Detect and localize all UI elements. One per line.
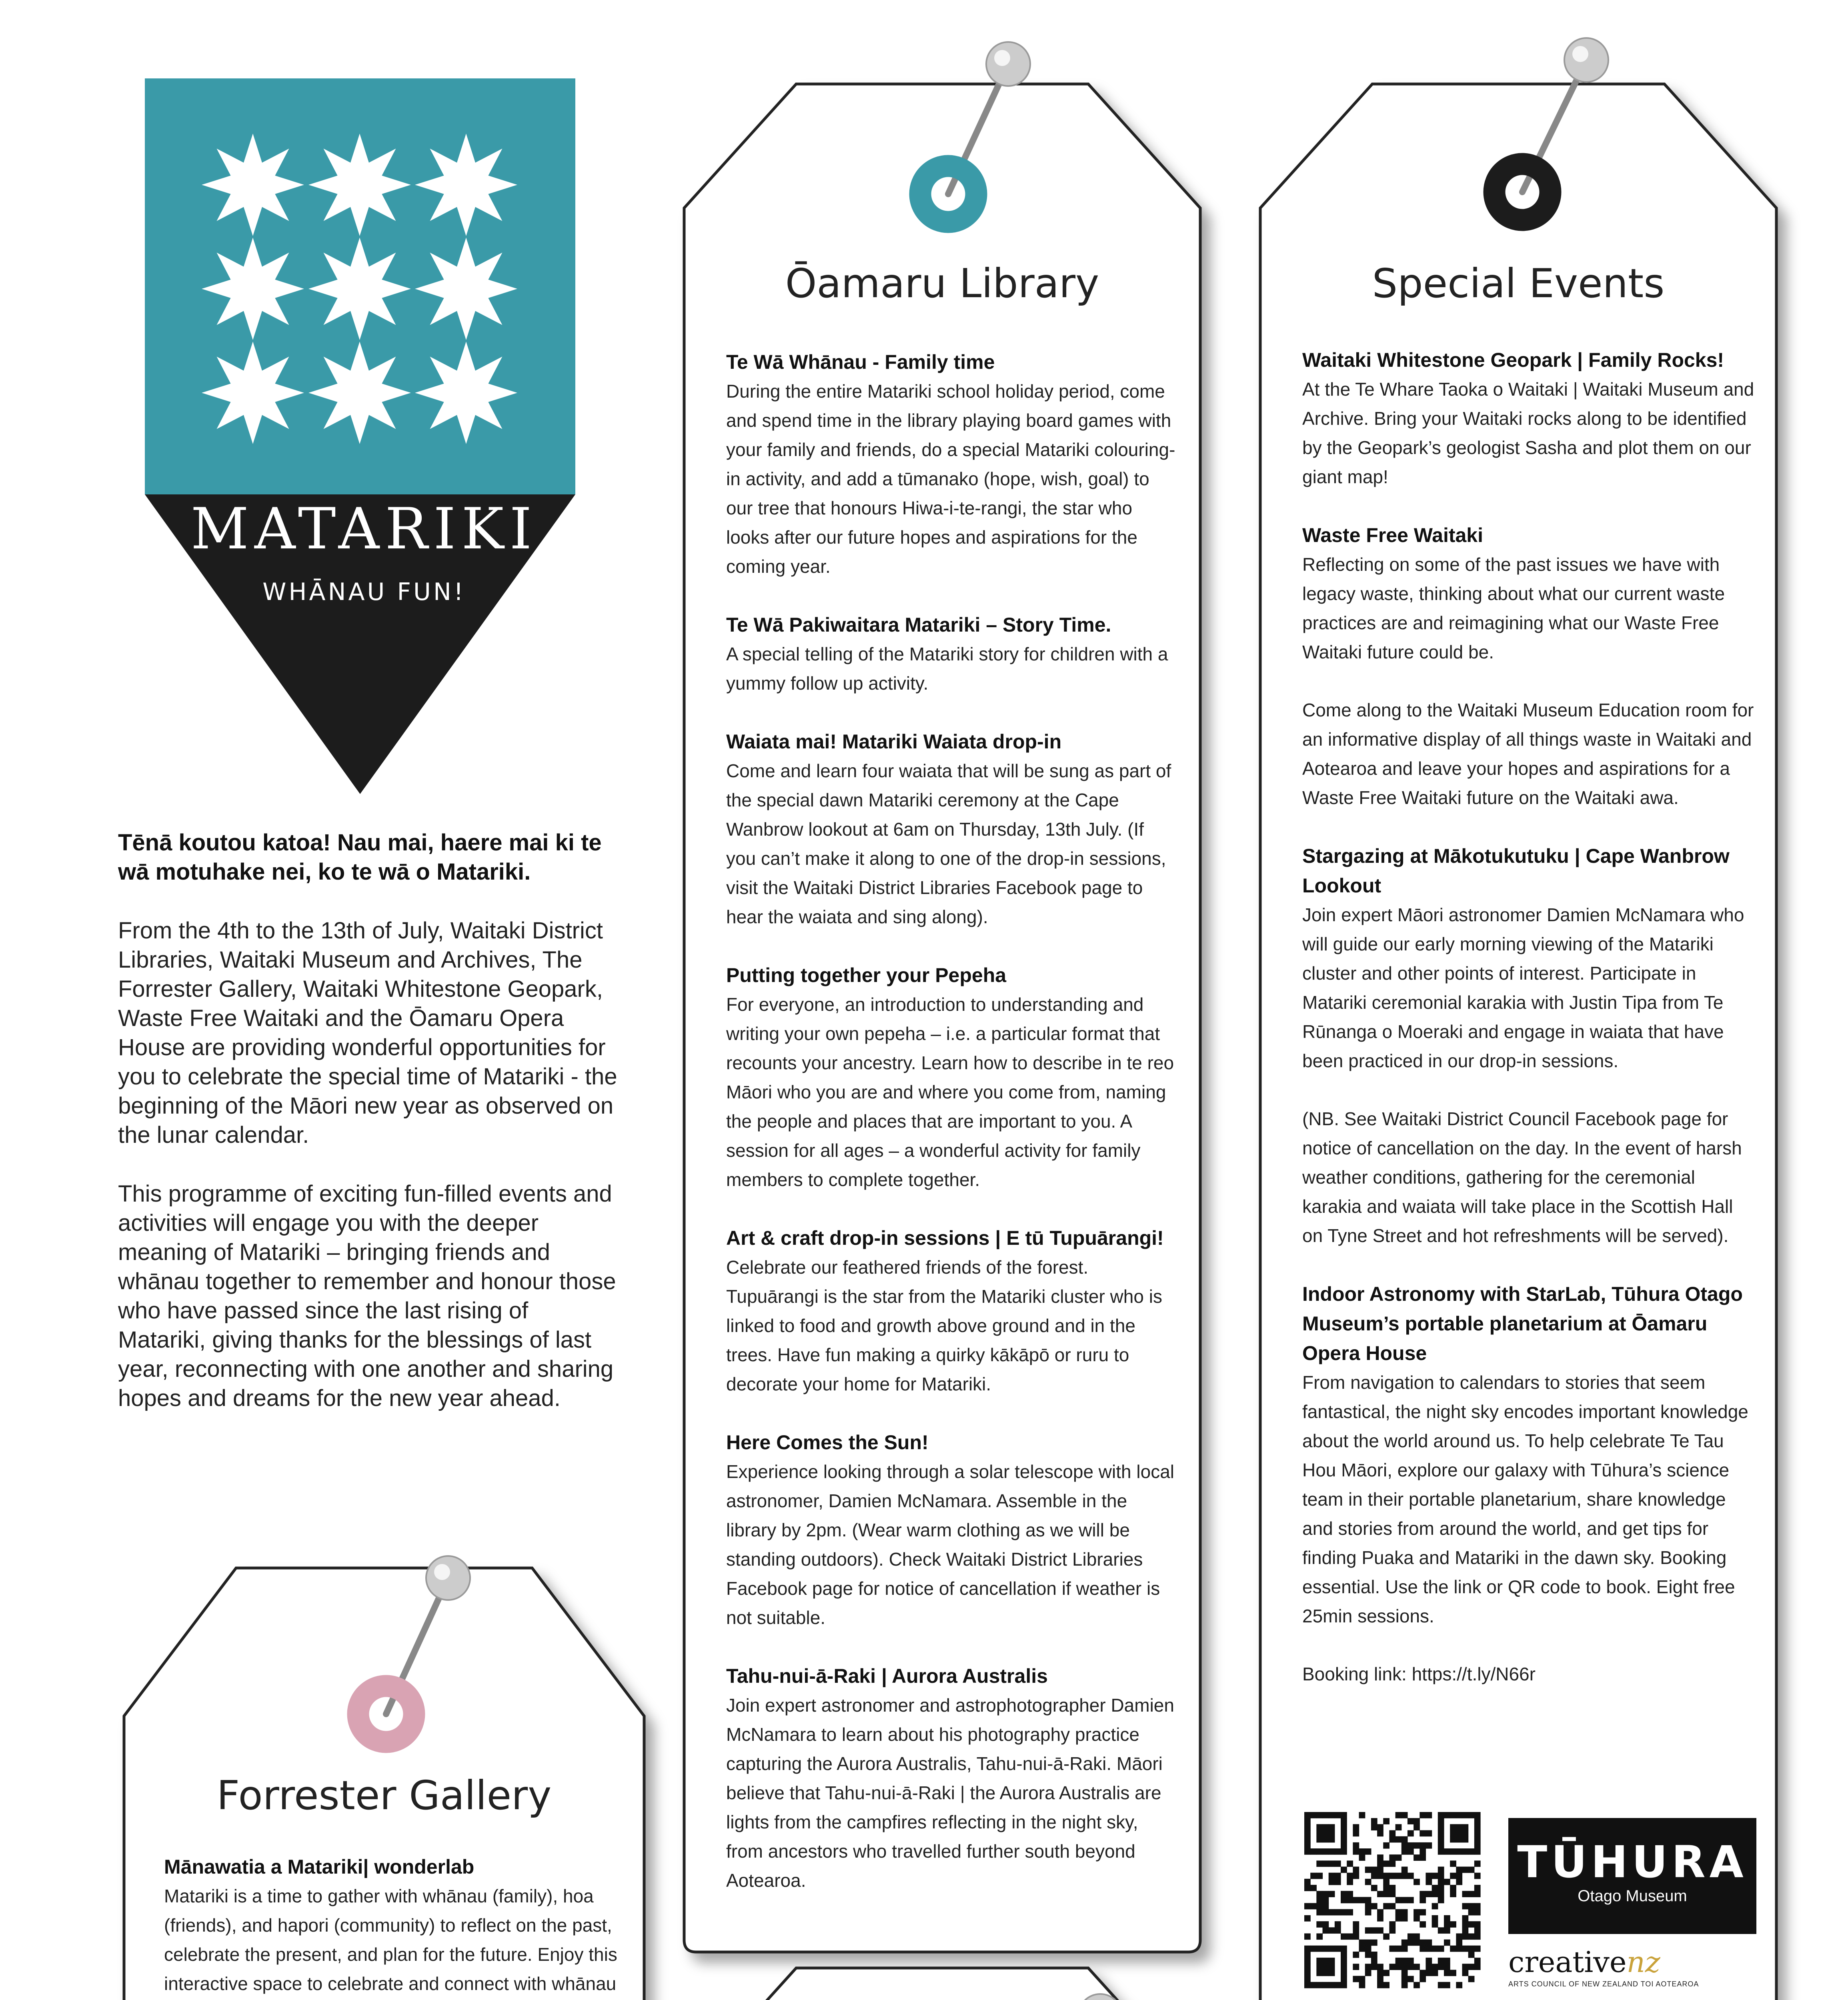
forrester-title: Forrester Gallery <box>216 1772 552 1819</box>
special-item: Come along to the Waitaki Museum Education room for an informative display of all things waste in Waitaki and Aotearoa and leave your hopes and aspirations for a Waste Free Waitaki future on the Waitaki awa. <box>1302 700 1754 808</box>
special-item: Waitaki Whitestone Geopark | Family Rocks! At the Te Whare Taoka o Waitaki | Waitaki Museum and Archive. Bring your Waitaki rocks along to be identified by the Geopark’s geologist Sasha and plot them on our giant map! <box>1302 349 1754 487</box>
library-item: Art & craft drop-in sessions | E tū Tupuārangi! Celebrate our feathered friends of the forest. Tupuārangi is the star from the Matariki cluster who is linked to food and growth above ground and in the trees. Have fun making a quirky kākāpō or ruru to decorate your home for Matariki. <box>726 1227 1164 1394</box>
special-item: Waste Free Waitaki Reflecting on some of the past issues we have with legacy waste, thinking about what our current waste practices are and reimagining what our Waste Free Waitaki future could be. <box>1302 524 1725 662</box>
library-item: Te Wā Whānau - Family time During the entire Matariki school holiday period, come and spend time in the library playing board games with your family and friends, do a special Matariki colouring-in activity, and add a tūmanako (hope, wish, goal) to our tree that honours Hiwa-i-te-rangi, the star who looks after our future hopes and aspirations for the coming year. <box>726 351 1175 577</box>
library-item: Te Wā Pakiwaitara Matariki – Story Time. A special telling of the Matariki story for children with a yummy follow up activity. <box>726 614 1168 694</box>
special-events-title: Special Events <box>1372 260 1665 307</box>
intro-paragraph-1: From the 4th to the 13th of July, Waitaki District Libraries, Waitaki Museum and Archives, The Forrester Gallery, Waitaki Whitestone Geopark, Waste Free Waitaki and the Ōamaru Opera House are providing wonderful opportunities for you to celebrate the special time of Matariki - the beginning of the Māori new year as observed on the lunar calendar. <box>118 918 617 1148</box>
creative-nz-logo: creativenz ARTS COUNCIL OF NEW ZEALAND TOI AOTEAROA <box>1508 1945 1699 1988</box>
forrester-item: Mānawatia a Matariki| wonderlab Matariki is a time to gather with whānau (family), hoa (friends), and hapori (community) to reflect on the past, celebrate the present, and plan for the future. Enjoy this interactive space to celebrate and connect with whānau <box>164 1856 617 1994</box>
library-item: Waiata mai! Matariki Waiata drop-in Come and learn four waiata that will be sung as part of the special dawn Matariki ceremony at the Cape Wanbrow lookout at 6am on Thursday, 13th July. (If you can’t make it along to one of the drop-in sessions, visit the Waitaki District Libraries Facebook page to hear the waiata and sing along). <box>726 730 1171 927</box>
logo-title: MATARIKI <box>190 496 538 562</box>
library-item: Tahu-nui-ā-Raki | Aurora Australis Join expert astronomer and astrophotographer Damien McNamara to learn about his photography practice capturing the Aurora Australis, Tahu-nui-ā-Raki. Māori believe that Tahu-nui-ā-Raki | the Aurora Australis are lights from the campfires reflecting in the night sky, from ancestors who travelled further south beyond Aotearoa. <box>726 1665 1174 1891</box>
booking-link[interactable]: Booking link: https://t.ly/N66r <box>1302 1664 1536 1684</box>
tuhura-logo: TŪHURA Otago Museum <box>1508 1818 1756 1934</box>
intro-lead: Tēnā koutou katoa! Nau mai, haere mai ki te wā motuhake nei, ko te wā o Matariki. <box>118 830 602 885</box>
special-item: Stargazing at Mākotukutuku | Cape Wanbrow Lookout Join expert Māori astronomer Damien McNamara who will guide our early morning viewing of the Matariki cluster and other points of interest. Participate in Matariki ceremonial karakia with Justin Tipa from Te Rūnanga o Moeraki and engage in waiata that have been practiced in our drop-in sessions. <box>1302 845 1744 1071</box>
library-title: Ōamaru Library <box>785 260 1099 307</box>
special-item: (NB. See Waitaki District Council Facebook page for notice of cancellation on the day. In the event of harsh weather conditions, gathering for the ceremonial karakia and waiata will take place in the Scottish Hall on Tyne Street and hot refreshments will be served). <box>1302 1108 1742 1246</box>
library-item: Here Comes the Sun! Experience looking through a solar telescope with local astronomer, Damien McNamara. Assemble in the library by 2pm. (Wear warm clothing as we will be standing outdoors). Check Waitaki District Libraries Facebook page for notice of cancellation if weather is not suitable. <box>726 1431 1174 1628</box>
library-item: Putting together your Pepeha For everyone, an introduction to understanding and writing your own pepeha – i.e. a particular format that recounts your ancestry. Learn how to describe in te reo Māori who you are and where you come from, naming the people and places that are important to you. A session for all ages – a wonderful activity for family members to complete together. <box>726 964 1174 1190</box>
intro-paragraph-2: This programme of exciting fun-filled events and activities will engage you with the deeper meaning of Matariki – bringing friends and whānau together to remember and honour those who have passed since the last rising of Matariki, giving thanks for the blessings of last year, reconnecting with one another and sharing hopes and dreams for the new year ahead. <box>118 1181 616 1411</box>
special-item: Indoor Astronomy with StarLab, Tūhura Otago Museum’s portable planetarium at Ōamaru Opera House From navigation to calendars to stories that seem fantastical, the night sky encodes important knowledge about the world around us. To help celebrate Te Tau Hou Māori, explore our galaxy with Tūhura’s science team in their portable planetarium, share knowledge and stories from around the world, and get tips for finding Puaka and Matariki in the dawn sky. Booking essential. Use the link or QR code to book. Eight free 25min sessions. <box>1302 1283 1748 1626</box>
logo-subtitle: WHĀNAU FUN! <box>262 578 466 606</box>
